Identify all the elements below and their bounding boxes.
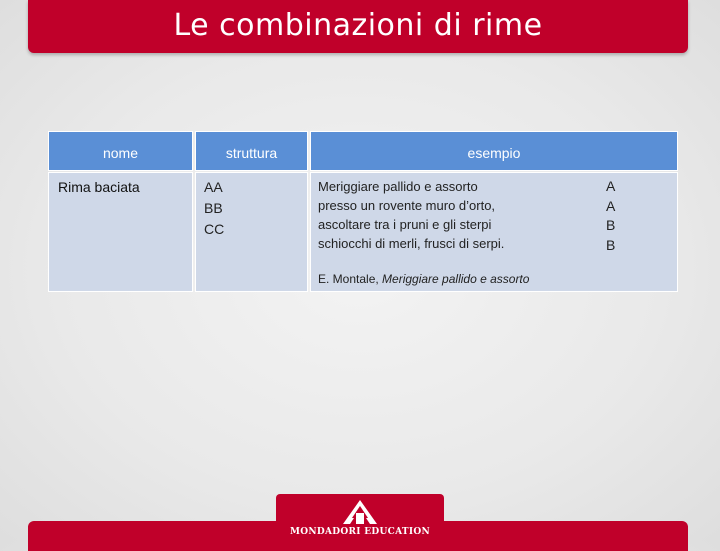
structure-line: BB — [204, 200, 223, 216]
header-nome: nome — [48, 131, 193, 171]
rhyme-table — [48, 131, 678, 293]
poem-line: schiocchi di merli, frusci di serpi. — [318, 236, 505, 251]
mondadori-logo-icon — [343, 500, 377, 524]
poem-excerpt — [318, 177, 504, 253]
scheme-letter: B — [606, 217, 616, 233]
header-struttura: struttura — [195, 131, 308, 171]
poem-line: presso un rovente muro d’orto, — [318, 198, 496, 213]
cell-esempio — [310, 172, 678, 292]
publisher-logo — [276, 494, 444, 544]
cell-struttura — [195, 172, 308, 292]
cell-nome — [48, 172, 193, 292]
source-citation — [318, 272, 529, 286]
poem-line: Meriggiare pallido e assorto — [318, 179, 478, 194]
rhyme-name: Rima baciata — [58, 179, 140, 195]
source-title: Meriggiare pallido e assorto — [382, 272, 530, 286]
title-bar — [28, 0, 688, 53]
scheme-letter: A — [606, 197, 616, 214]
source-author: E. Montale, — [318, 272, 383, 286]
header-esempio: esempio — [310, 131, 678, 171]
rhyme-scheme — [606, 177, 615, 255]
structure-line: AA — [204, 179, 223, 195]
slide-title: Le combinazioni di rime — [173, 8, 543, 43]
scheme-letter: A — [606, 178, 616, 194]
structure-line: CC — [204, 221, 225, 237]
scheme-letter: B — [606, 236, 616, 253]
structure-list — [204, 177, 224, 240]
poem-line: ascoltare tra i pruni e gli sterpi — [318, 217, 492, 232]
logo-text: MONDADORI EDUCATION — [289, 527, 431, 537]
